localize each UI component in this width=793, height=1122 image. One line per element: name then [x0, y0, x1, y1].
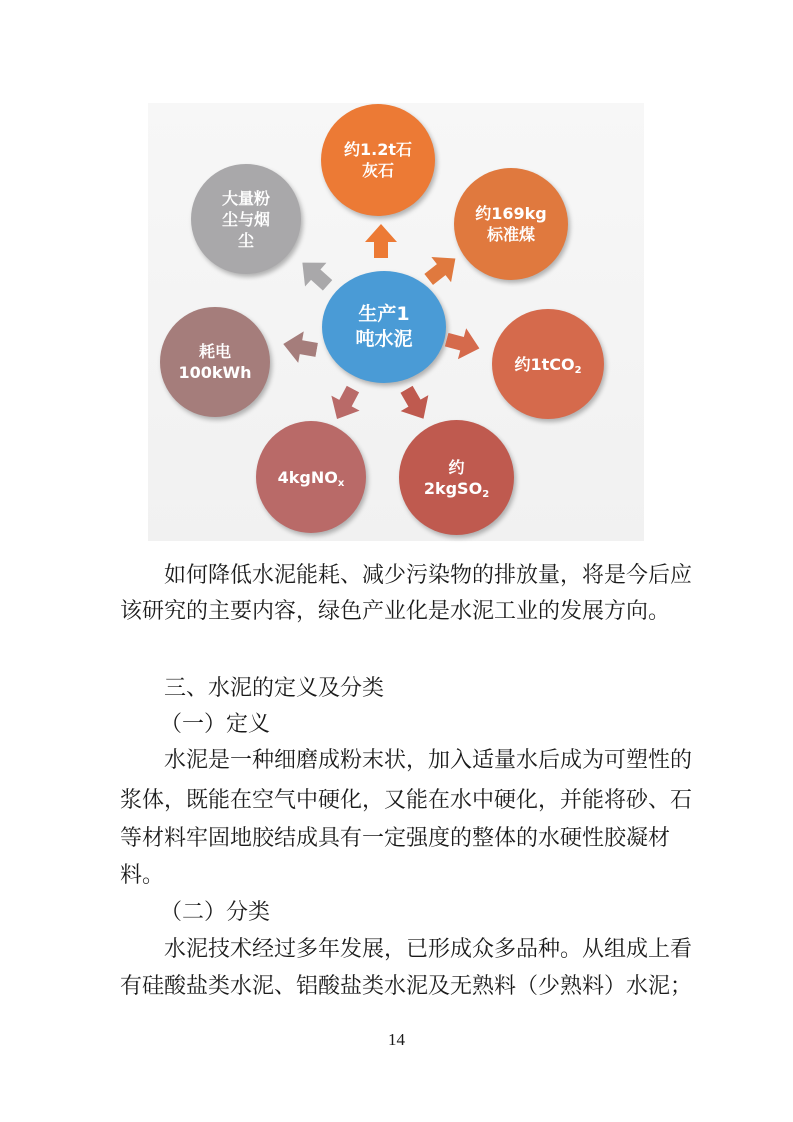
- co2-subscript: 2: [574, 364, 582, 376]
- center-line1: 生产1: [358, 303, 410, 325]
- center-node: [322, 271, 446, 383]
- section-heading: 三、水泥的定义及分类: [164, 676, 385, 701]
- dust-line2: 尘与烟: [221, 209, 270, 229]
- dust-node: [191, 164, 301, 274]
- dust-line3: 尘: [237, 230, 254, 250]
- paragraph-line: 浆体，既能在空气中硬化，又能在水中硬化，并能将砂、石: [120, 788, 693, 813]
- arrow-to-co2-icon: [442, 324, 483, 364]
- arrow-to-power-icon: [280, 328, 319, 365]
- paragraph-line: 水泥技术经过多年发展，已形成众多品种。从组成上看: [164, 937, 693, 962]
- nox-subscript: x: [337, 477, 345, 489]
- coal-line2: 标准煤: [486, 225, 535, 244]
- so2-node: [399, 420, 514, 535]
- arrow-to-dust-icon: [292, 251, 339, 298]
- subsection-heading-definition: （一）定义: [160, 712, 271, 737]
- page-number: 14: [388, 1030, 405, 1049]
- dust-line1: 大量粉: [221, 188, 270, 208]
- nox-node: [256, 421, 366, 533]
- subsection-heading-classification: （二）分类: [160, 900, 271, 925]
- paragraph-line: 如何降低水泥能耗、减少污染物的排放量，将是今后应: [164, 563, 693, 588]
- so2-subscript: 2: [482, 488, 490, 500]
- paragraph-line: 有硅酸盐类水泥、铝酸盐类水泥及无熟料（少熟料）水泥；: [120, 974, 693, 999]
- power-line2: 100kWh: [178, 363, 252, 382]
- cement-production-diagram: [148, 103, 644, 541]
- limestone-line2: 灰石: [361, 161, 394, 180]
- coal-line1: 约169kg: [475, 204, 547, 223]
- co2-label: 约1tCO: [514, 354, 575, 374]
- limestone-line1: 约1.2t石: [344, 140, 412, 159]
- paragraph-line: 水泥是一种细磨成粉末状，加入适量水后成为可塑性的: [164, 748, 693, 773]
- so2-label: 2kgSO: [423, 478, 483, 498]
- so2-line1: 约: [448, 457, 465, 477]
- paragraph-line: 等材料牢固地胶结成具有一定强度的整体的水硬性胶凝材: [120, 826, 671, 851]
- arrow-to-so2-icon: [393, 381, 438, 426]
- nox-label: 4kgNO: [277, 467, 338, 487]
- co2-node: [492, 309, 604, 419]
- limestone-node: [321, 104, 435, 216]
- power-line1: 耗电: [198, 342, 231, 361]
- arrow-to-limestone-icon: [365, 224, 397, 258]
- center-line2: 吨水泥: [355, 328, 413, 350]
- coal-node: [454, 168, 568, 280]
- paragraph-line: 该研究的主要内容，绿色产业化是水泥工业的发展方向。: [120, 599, 671, 624]
- power-node: [160, 307, 270, 417]
- arrow-to-nox-icon: [323, 381, 367, 426]
- paragraph-line: 料。: [120, 863, 165, 888]
